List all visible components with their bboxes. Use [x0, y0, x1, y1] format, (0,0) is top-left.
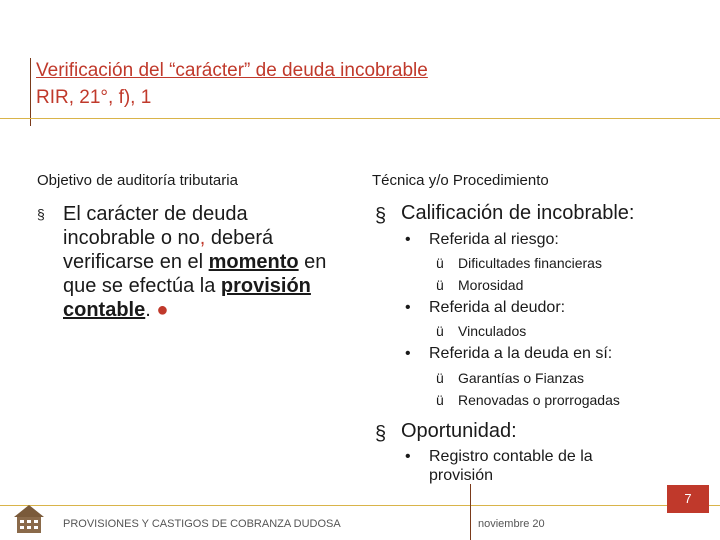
right-item-deuda: Referida a la deuda en sí:	[429, 345, 613, 362]
right-item-provision: provisión	[429, 467, 494, 484]
right-item-vinculados: Vinculados	[458, 323, 527, 339]
slide-subtitle: RIR, 21°, f), 1	[36, 87, 152, 108]
underline-provision-contable: provisión contable	[63, 275, 311, 321]
footer-vertical-rule	[470, 484, 471, 540]
footer-left-text: PROVISIONES Y CASTIGOS DE COBRANZA DUDOSA	[63, 518, 341, 530]
underline-momento: momento	[208, 251, 299, 273]
right-column-heading: Técnica y/o Procedimiento	[372, 172, 549, 189]
checkmark-icon: ü	[436, 277, 444, 293]
slide-title: Verificación del “carácter” de deuda incobrable	[36, 60, 428, 81]
right-item-registro: Registro contable de la	[429, 448, 593, 465]
title-vertical-rule	[30, 58, 31, 126]
checkmark-icon: ü	[436, 323, 444, 339]
round-bullet-icon: •	[405, 448, 411, 465]
footer-date: noviembre 20	[478, 518, 545, 530]
left-bullet	[37, 202, 337, 321]
right-item-riesgo: Referida al riesgo:	[429, 231, 559, 248]
title-horizontal-rule	[0, 118, 720, 119]
right-item-oportunidad: Oportunidad:	[401, 420, 517, 442]
footer-rule	[0, 505, 720, 506]
right-item-morosidad: Morosidad	[458, 277, 524, 293]
checkmark-icon: ü	[436, 392, 444, 408]
right-item-garantias: Garantías o Fianzas	[458, 370, 585, 386]
round-bullet-icon: •	[405, 345, 411, 362]
checkmark-icon: ü	[436, 255, 444, 271]
left-column-heading: Objetivo de auditoría tributaria	[37, 172, 238, 189]
left-bullet-text: El carácter de deuda incobrable o no, deberá verificarse en el momento en que se efectúa la provisión contable. ●	[63, 203, 327, 321]
square-bullet-icon: §	[375, 423, 387, 445]
round-bullet-icon: •	[405, 231, 411, 248]
right-item-dificultades: Dificultades financieras	[458, 255, 602, 271]
round-bullet-icon: •	[405, 299, 411, 316]
right-item-deudor: Referida al deudor:	[429, 299, 566, 316]
red-dot-icon: ●	[156, 299, 169, 321]
logo-icon	[12, 503, 46, 535]
square-bullet-icon: §	[375, 205, 387, 227]
right-item-renovadas: Renovadas o prorrogadas	[458, 392, 620, 408]
right-item-calificacion: Calificación de incobrable:	[401, 202, 635, 224]
checkmark-icon: ü	[436, 370, 444, 386]
page-number-badge: 7	[667, 485, 709, 513]
square-bullet-icon: §	[37, 206, 45, 222]
